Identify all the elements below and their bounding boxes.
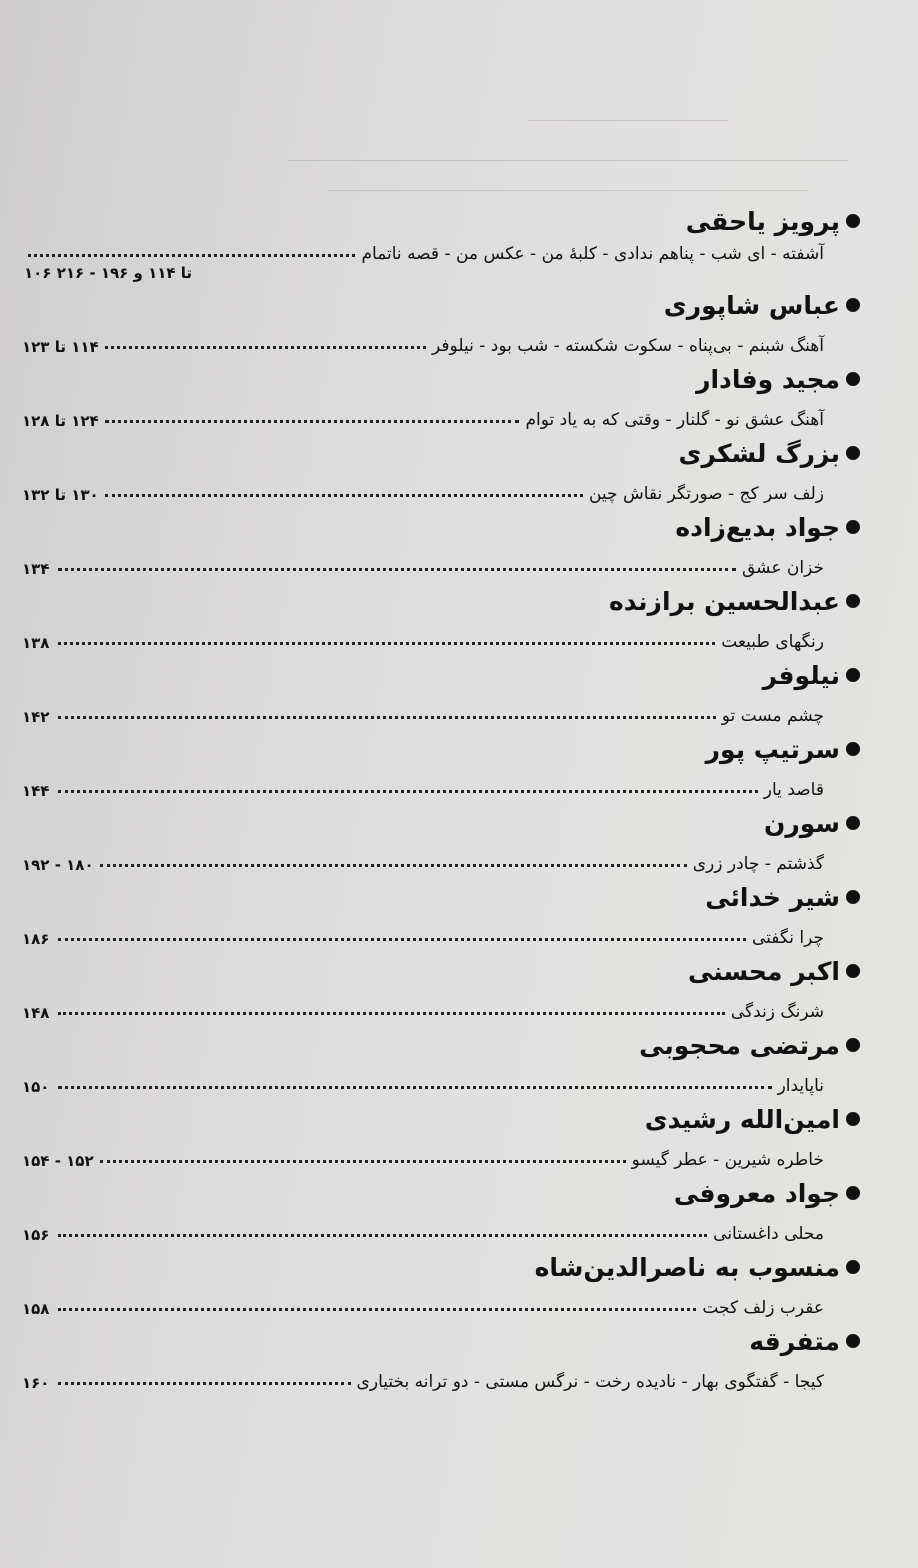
dot-leader — [105, 345, 426, 349]
song-titles: گذشتم - چادر زری — [692, 854, 824, 874]
dot-leader — [58, 1307, 696, 1311]
dot-leader — [28, 253, 355, 257]
song-titles: قاصد یار — [763, 780, 824, 800]
artist-heading — [22, 658, 864, 692]
toc-entry — [22, 1028, 864, 1102]
dot-leader — [58, 641, 715, 645]
bullet-icon — [846, 1038, 860, 1052]
page-reference: ۱۰۶ تا ۱۱۴ و ۱۹۶ - ۲۱۶ — [24, 264, 193, 282]
song-titles: عقرب زلف کجت — [702, 1298, 824, 1318]
artist-name: شیر خدائی — [705, 882, 840, 912]
artist-heading — [22, 806, 864, 840]
toc-entry — [22, 584, 864, 658]
artist-name: اکبر محسنی — [687, 956, 840, 986]
song-line — [22, 988, 864, 1022]
bullet-icon — [846, 214, 860, 228]
song-line — [22, 1284, 864, 1318]
artist-heading — [22, 1250, 864, 1284]
song-titles: خاطره شیرین - عطر گیسو — [631, 1150, 824, 1170]
page-reference: ۱۳۸ — [22, 634, 50, 652]
song-line — [22, 322, 864, 356]
artist-heading — [22, 880, 864, 914]
page-reference: ۱۳۴ — [22, 560, 50, 578]
toc-entry — [22, 288, 864, 362]
song-titles: آشفته - ای شب - پناهم ندادی - کلبهٔ من - عکس من - قصه ناتمام — [361, 244, 824, 264]
song-titles: ناپایدار — [777, 1076, 824, 1096]
toc-entry — [22, 880, 864, 954]
artist-name: مجید وفادار — [696, 364, 840, 394]
song-line — [22, 1358, 864, 1392]
bullet-icon — [846, 372, 860, 386]
page-reference: ۱۸۶ — [22, 930, 50, 948]
song-titles: آهنگ عشق نو - گلنار - وقتی که به یاد توام — [525, 410, 824, 430]
toc-entry — [22, 436, 864, 510]
page-reference: ۱۴۲ — [22, 708, 50, 726]
page-reference: ۱۵۶ — [22, 1226, 50, 1244]
song-titles: خزان عشق — [742, 558, 824, 578]
artist-heading — [22, 510, 864, 544]
artist-heading — [22, 954, 864, 988]
song-line — [22, 1210, 864, 1244]
dot-leader — [58, 1011, 725, 1015]
song-line — [22, 396, 864, 430]
bullet-icon — [846, 446, 860, 460]
toc-entry — [22, 954, 864, 1028]
song-titles: چشم مست تو — [721, 706, 824, 726]
artist-heading — [22, 204, 864, 238]
bullet-icon — [846, 668, 860, 682]
song-line — [22, 618, 864, 652]
page-reference: ۱۸۰ - ۱۹۲ — [22, 856, 94, 874]
bullet-icon — [846, 520, 860, 534]
toc-entry — [22, 1324, 864, 1398]
song-line — [22, 914, 864, 948]
toc-entry — [22, 1102, 864, 1176]
artist-heading — [22, 1176, 864, 1210]
artist-name: نیلوفر — [762, 660, 840, 690]
song-titles: کیجا - گفتگوی بهار - نادیده رخت - نرگس مستی - دو ترانه بختیاری — [356, 1372, 824, 1392]
song-line — [22, 1136, 864, 1170]
page-reference: ۱۴۸ — [22, 1004, 50, 1022]
artist-name: منسوب به ناصرالدین‌شاه — [534, 1252, 840, 1282]
dot-leader — [58, 1085, 772, 1089]
toc-entry — [22, 510, 864, 584]
page-reference: ۱۵۰ — [22, 1078, 50, 1096]
artist-name: متفرقه — [749, 1326, 840, 1356]
dot-leader — [58, 1233, 707, 1237]
artist-heading — [22, 1028, 864, 1062]
table-of-contents — [22, 204, 864, 1398]
bullet-icon — [846, 1334, 860, 1348]
page-reference: ۱۳۰ تا ۱۳۲ — [22, 486, 99, 504]
bullet-icon — [846, 964, 860, 978]
dot-leader — [58, 567, 736, 571]
artist-name: سورن — [764, 808, 840, 838]
artist-heading — [22, 1102, 864, 1136]
bullet-icon — [846, 594, 860, 608]
bullet-icon — [846, 298, 860, 312]
dot-leader — [100, 863, 687, 867]
bullet-icon — [846, 1186, 860, 1200]
song-titles: چرا نگفتی — [751, 928, 824, 948]
artist-heading — [22, 362, 864, 396]
bullet-icon — [846, 742, 860, 756]
artist-heading — [22, 1324, 864, 1358]
artist-name: عباس شاپوری — [663, 290, 840, 320]
song-line — [22, 766, 864, 800]
dot-leader — [58, 789, 758, 793]
toc-entry — [22, 204, 864, 288]
artist-name: بزرگ لشکری — [678, 438, 840, 468]
song-line — [22, 840, 864, 874]
bullet-icon — [846, 1260, 860, 1274]
page-reference: ۱۵۲ - ۱۵۴ — [22, 1152, 94, 1170]
toc-entry — [22, 1250, 864, 1324]
artist-name: جواد بدیع‌زاده — [675, 512, 840, 542]
dot-leader — [58, 1381, 351, 1385]
artist-name: سرتیپ پور — [705, 734, 840, 764]
page-reference: ۱۱۴ تا ۱۲۳ — [22, 338, 99, 356]
toc-entry — [22, 732, 864, 806]
artist-name: جواد معروفی — [673, 1178, 840, 1208]
dot-leader — [58, 715, 716, 719]
bullet-icon — [846, 1112, 860, 1126]
page-reference: ۱۲۴ تا ۱۲۸ — [22, 412, 99, 430]
artist-heading — [22, 436, 864, 470]
artist-heading — [22, 288, 864, 322]
page-reference: ۱۴۴ — [22, 782, 50, 800]
artist-heading — [22, 584, 864, 618]
dot-leader — [105, 493, 583, 497]
song-titles: آهنگ شبنم - بی‌پناه - سکوت شکسته - شب بود - نیلوفر — [432, 336, 824, 356]
song-titles: رنگهای طبیعت — [721, 632, 824, 652]
bullet-icon — [846, 816, 860, 830]
bleed-through-text — [248, 60, 848, 200]
dot-leader — [105, 419, 520, 423]
page-reference: ۱۶۰ — [22, 1374, 50, 1392]
song-titles: زلف سر کج - صورتگر نقاش چین — [588, 484, 824, 504]
artist-name: مرتضی محجوبی — [639, 1030, 840, 1060]
song-line — [22, 238, 864, 264]
song-line — [22, 470, 864, 504]
toc-entry — [22, 658, 864, 732]
artist-heading — [22, 732, 864, 766]
toc-entry — [22, 1176, 864, 1250]
toc-entry — [22, 362, 864, 436]
dot-leader — [100, 1159, 626, 1163]
artist-name: پرویز یاحقی — [685, 206, 840, 236]
artist-name: امین‌الله رشیدی — [644, 1104, 840, 1134]
dot-leader — [58, 937, 746, 941]
song-line — [22, 544, 864, 578]
bullet-icon — [846, 890, 860, 904]
song-titles: شرنگ زندگی — [730, 1002, 824, 1022]
song-line — [22, 1062, 864, 1096]
page-reference: ۱۵۸ — [22, 1300, 50, 1318]
song-titles: محلی داغستانی — [713, 1224, 824, 1244]
artist-name: عبدالحسین برازنده — [608, 586, 840, 616]
toc-entry — [22, 806, 864, 880]
song-line — [22, 692, 864, 726]
